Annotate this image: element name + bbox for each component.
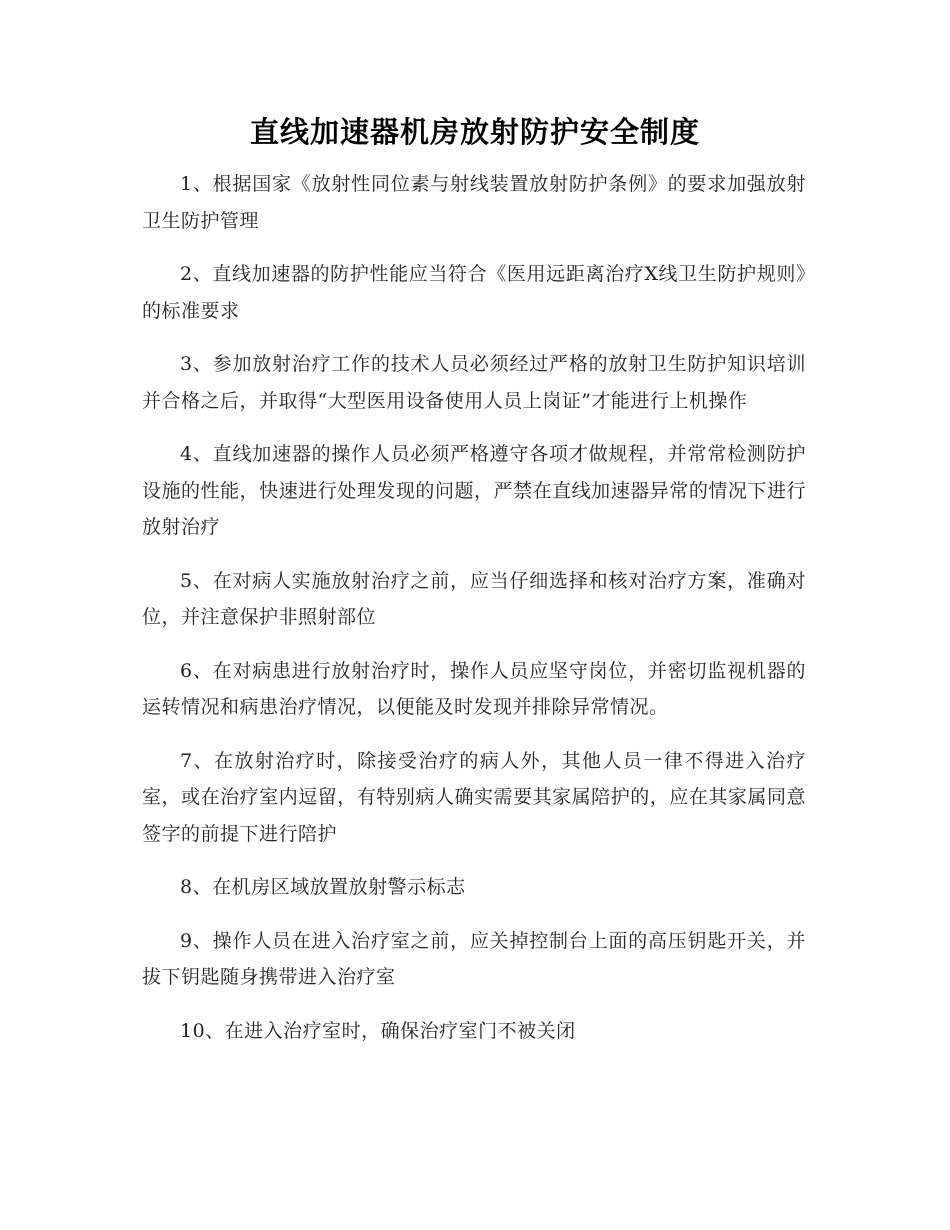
paragraph-8: 8、在机房区域放置放射警示标志: [180, 876, 466, 898]
paragraph-1: 1、根据国家《放射性同位素与射线装置放射防护条例》的要求加强放射卫生防护管理: [142, 173, 806, 232]
paragraph-2: 2、直线加速器的防护性能应当符合《医用远距离治疗X线卫生防护规则》的标准要求: [142, 263, 806, 322]
document-title: 直线加速器机房放射防护安全制度: [249, 115, 700, 149]
paragraph-9: 9、操作人员在进入治疗室之前，应关掉控制台上面的高压钥匙开关，并拔下钥匙随身携带进入治疗室: [142, 929, 806, 988]
paragraph-7: 7、在放射治疗时，除接受治疗的病人外，其他人员一律不得进入治疗室，或在治疗室内逗留，有特别病人确实需要其家属陪护的，应在其家属同意签字的前提下进行陪护: [142, 749, 806, 845]
document-body: [142, 166, 806, 1066]
paragraph-6: 6、在对病患进行放射治疗时，操作人员应坚守岗位，并密切监视机器的运转情况和病患治疗情况，以便能及时发现并排除异常情况。: [142, 659, 806, 718]
paragraph-5: 5、在对病人实施放射治疗之前，应当仔细选择和核对治疗方案，准确对位，并注意保护非照射部位: [142, 569, 806, 628]
paragraph-3: 3、参加放射治疗工作的技术人员必须经过严格的放射卫生防护知识培训并合格之后，并取得“大型医用设备使用人员上岗证”才能进行上机操作: [142, 353, 806, 412]
paragraph-10: 10、在进入治疗室时，确保治疗室门不被关闭: [180, 1019, 576, 1042]
paragraph-4: 4、直线加速器的操作人员必须严格遵守各项才做规程，并常常检测防护设施的性能，快速进行处理发现的问题，严禁在直线加速器异常的情况下进行放射治疗: [142, 443, 806, 538]
